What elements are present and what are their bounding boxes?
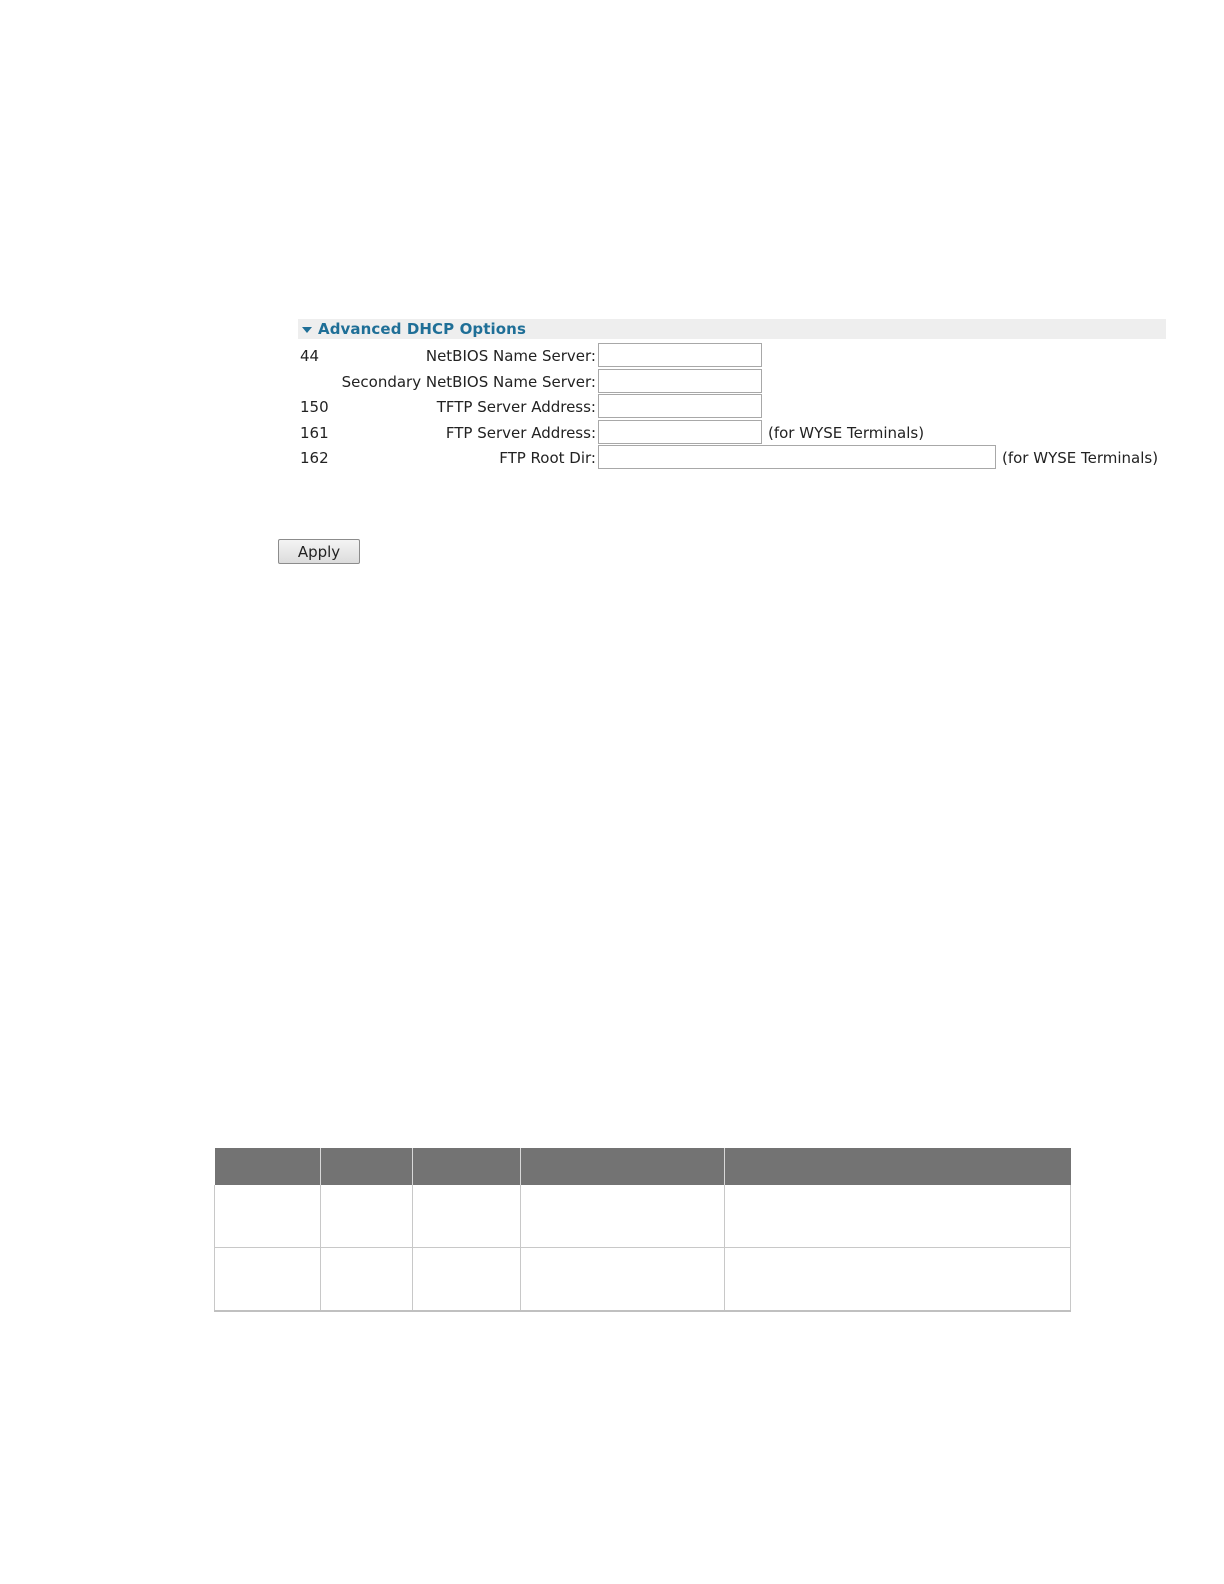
- option-code: 161: [300, 424, 329, 442]
- option-row-netbios-name-server: [298, 343, 1166, 367]
- table-header-cell: [321, 1148, 413, 1185]
- option-code: 150: [300, 398, 329, 416]
- table-cell: [321, 1185, 413, 1248]
- option-label: FTP Server Address:: [445, 424, 596, 442]
- option-row-ftp-server-address: [298, 420, 1166, 444]
- option-note: (for WYSE Terminals): [768, 424, 925, 442]
- table-cell: [725, 1248, 1071, 1312]
- table-header-cell: [215, 1148, 321, 1185]
- data-table: [214, 1148, 1071, 1312]
- option-label: TFTP Server Address:: [436, 398, 596, 416]
- table-cell: [215, 1185, 321, 1248]
- netbios-name-server-input[interactable]: [598, 343, 762, 367]
- table-cell: [725, 1185, 1071, 1248]
- option-code: 162: [300, 449, 329, 467]
- table-cell: [413, 1185, 521, 1248]
- ftp-root-dir-input[interactable]: [598, 445, 996, 469]
- table-cell: [321, 1248, 413, 1312]
- advanced-dhcp-options-toggle[interactable]: [298, 319, 1166, 339]
- secondary-netbios-name-server-input[interactable]: [598, 369, 762, 393]
- option-row-secondary-netbios-name-server: [298, 369, 1166, 393]
- section-title: Advanced DHCP Options: [318, 320, 526, 338]
- tftp-server-address-input[interactable]: [598, 394, 762, 418]
- option-label: FTP Root Dir:: [499, 449, 596, 467]
- table-header-cell: [725, 1148, 1071, 1185]
- option-label: NetBIOS Name Server:: [425, 347, 596, 365]
- option-code: 44: [300, 347, 320, 365]
- table-header-cell: [413, 1148, 521, 1185]
- table-row: [215, 1248, 1071, 1312]
- table-row: [215, 1185, 1071, 1248]
- option-row-ftp-root-dir: [298, 445, 1166, 469]
- table-cell: [215, 1248, 321, 1312]
- table-cell: [413, 1248, 521, 1312]
- table-cell: [521, 1185, 725, 1248]
- apply-button[interactable]: Apply: [278, 539, 360, 564]
- option-label: Secondary NetBIOS Name Server:: [341, 373, 596, 391]
- advanced-dhcp-options-panel: [298, 319, 1166, 467]
- table-header-cell: [521, 1148, 725, 1185]
- option-row-tftp-server-address: [298, 394, 1166, 418]
- expand-triangle-icon: [302, 327, 312, 333]
- table-header-row: [215, 1148, 1071, 1185]
- ftp-server-address-input[interactable]: [598, 420, 762, 444]
- option-note: (for WYSE Terminals): [1002, 449, 1159, 467]
- table-cell: [521, 1248, 725, 1312]
